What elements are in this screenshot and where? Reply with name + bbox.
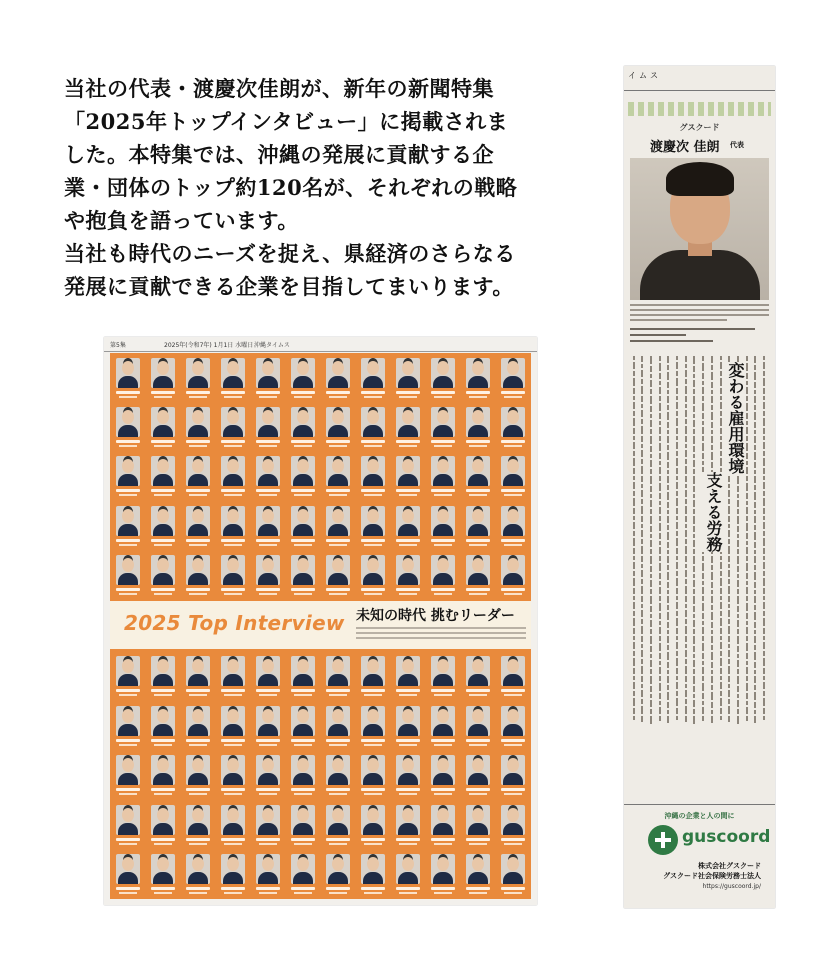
leader-portrait: [461, 501, 496, 550]
leader-portrait: [250, 501, 285, 550]
leader-portrait: [391, 651, 426, 701]
leader-portrait: [320, 402, 355, 451]
leader-portrait: [356, 451, 391, 500]
text-column: [752, 356, 759, 725]
leader-portrait: [285, 750, 320, 800]
leader-portrait: [320, 800, 355, 850]
leader-portrait: [110, 800, 145, 850]
leader-portrait: [250, 550, 285, 599]
leader-portrait: [250, 451, 285, 500]
leader-portrait: [285, 451, 320, 500]
leader-portrait: [496, 501, 531, 550]
leader-portrait: [110, 651, 145, 701]
leader-portrait: [356, 701, 391, 751]
leader-portrait: [250, 849, 285, 899]
leader-portrait: [426, 750, 461, 800]
leader-portrait: [145, 501, 180, 550]
leader-portrait: [320, 849, 355, 899]
leader-portrait: [145, 750, 180, 800]
leader-portrait: [356, 849, 391, 899]
leader-portrait: [215, 550, 250, 599]
leader-portrait: [285, 651, 320, 701]
leader-portrait: [215, 451, 250, 500]
leader-portrait: [461, 451, 496, 500]
announcement-line: 当社も時代のニーズを捉え、県経済のさらなる: [64, 241, 516, 266]
company-ad: [624, 804, 775, 908]
leader-portrait: [496, 550, 531, 599]
leader-portrait: [285, 501, 320, 550]
leader-portrait: [110, 550, 145, 599]
leader-portrait: [426, 501, 461, 550]
leader-portrait: [320, 651, 355, 701]
leader-portrait: [285, 800, 320, 850]
text-column: [691, 356, 698, 726]
leader-portrait: [461, 800, 496, 850]
leader-portrait: [215, 701, 250, 751]
leader-portrait: [461, 550, 496, 599]
leader-portrait: [285, 353, 320, 402]
leader-portrait: [391, 800, 426, 850]
leader-portrait: [461, 750, 496, 800]
leader-portrait: [320, 451, 355, 500]
leader-portrait: [391, 353, 426, 402]
newspaper-feature-page: [104, 337, 537, 905]
leader-portrait: [145, 402, 180, 451]
leader-portrait: [356, 750, 391, 800]
leader-portrait: [180, 353, 215, 402]
leader-portrait: [496, 750, 531, 800]
leader-portrait: [356, 651, 391, 701]
leader-portrait: [180, 501, 215, 550]
leader-portrait: [180, 651, 215, 701]
newspaper-header: [104, 337, 537, 352]
announcement-text: [64, 72, 584, 303]
leader-portrait: [391, 451, 426, 500]
leader-portrait: [391, 550, 426, 599]
leader-portrait: [145, 451, 180, 500]
leader-portrait: [215, 402, 250, 451]
leader-portrait: [285, 849, 320, 899]
leader-portrait: [391, 849, 426, 899]
leader-portrait: [180, 402, 215, 451]
leader-portrait: [180, 849, 215, 899]
text-column: [682, 356, 689, 724]
leader-portrait: [180, 800, 215, 850]
logo-icon: [648, 825, 678, 855]
leader-portrait: [285, 701, 320, 751]
leader-portrait: [391, 701, 426, 751]
leader-portrait: [145, 353, 180, 402]
photo-caption: [630, 304, 769, 324]
footer-url: https://guscoord.jp/: [702, 883, 761, 890]
leader-portrait: [180, 750, 215, 800]
leader-portrait: [496, 451, 531, 500]
announcement-line: 当社の代表・渡慶次佳朗が、新年の新聞特集: [64, 76, 494, 101]
leader-portrait: [250, 701, 285, 751]
announcement-line: 業・団体のトップ約120名が、それぞれの戦略: [64, 175, 518, 200]
leader-portrait: [426, 550, 461, 599]
leader-portrait: [461, 353, 496, 402]
portrait-grid-bottom: [110, 651, 531, 899]
leader-portrait: [110, 501, 145, 550]
portrait-grid-top: [110, 353, 531, 599]
leader-portrait: [496, 701, 531, 751]
leader-portrait: [496, 353, 531, 402]
announcement-line: や抱負を語っています。: [64, 208, 299, 233]
ad-tagline: 沖縄の企業と人の間に: [664, 812, 735, 820]
leader-portrait: [145, 550, 180, 599]
leader-portrait: [250, 750, 285, 800]
clipping-header: [624, 66, 775, 91]
feature-banner: [110, 599, 531, 651]
leader-portrait: [320, 353, 355, 402]
portrait-photo: [630, 158, 769, 300]
leader-portrait: [496, 849, 531, 899]
leader-portrait: [356, 402, 391, 451]
leader-portrait: [356, 501, 391, 550]
leader-portrait: [285, 550, 320, 599]
text-column: [647, 356, 654, 726]
leader-portrait: [320, 501, 355, 550]
leader-portrait: [496, 800, 531, 850]
leader-portrait: [250, 651, 285, 701]
footer-company: 株式会社グスクード: [698, 861, 761, 870]
leader-portrait: [110, 849, 145, 899]
leader-portrait: [180, 550, 215, 599]
leader-portrait: [215, 750, 250, 800]
leader-portrait: [320, 750, 355, 800]
issue-date: 2025年(令和7年) 1月1日 水曜日: [164, 342, 254, 349]
banner-body-text: [356, 627, 526, 642]
banner-title: 2025 Top Interview: [124, 611, 345, 635]
leader-portrait: [110, 750, 145, 800]
announcement-line: 「2025年トップインタビュー」に掲載されま: [64, 109, 509, 134]
leader-portrait: [356, 353, 391, 402]
person-name: 渡慶次 佳朗: [650, 140, 720, 155]
clipping-paper-name: イムス: [628, 71, 661, 80]
leader-portrait: [461, 701, 496, 751]
leader-portrait: [145, 800, 180, 850]
text-column: [656, 356, 663, 723]
leader-portrait: [356, 800, 391, 850]
leader-portrait: [250, 402, 285, 451]
leader-portrait: [391, 501, 426, 550]
leader-portrait: [180, 451, 215, 500]
text-column: [674, 356, 681, 722]
leader-portrait: [320, 550, 355, 599]
text-column: [630, 356, 637, 722]
leader-portrait: [426, 800, 461, 850]
leader-portrait: [110, 402, 145, 451]
leader-portrait: [110, 701, 145, 751]
leader-portrait: [145, 651, 180, 701]
decorative-ribbon: [628, 102, 771, 116]
leader-portrait: [145, 701, 180, 751]
leader-portrait: [356, 550, 391, 599]
article-headline: 変わる雇用環境: [726, 362, 745, 474]
leader-portrait: [426, 849, 461, 899]
leader-portrait: [461, 402, 496, 451]
leader-portrait: [215, 353, 250, 402]
leader-portrait: [391, 750, 426, 800]
leader-portrait: [461, 849, 496, 899]
logo-wordmark: guscoord: [682, 827, 771, 847]
leader-portrait: [391, 402, 426, 451]
person-role: 代表: [730, 141, 744, 149]
leader-portrait: [215, 800, 250, 850]
leader-portrait: [426, 451, 461, 500]
text-column: [761, 356, 768, 722]
leader-portrait: [110, 353, 145, 402]
leader-portrait: [496, 402, 531, 451]
article-body: [630, 356, 769, 836]
leader-portrait: [426, 402, 461, 451]
text-column: [665, 356, 672, 725]
clipping-company: グスクード: [679, 123, 720, 132]
announcement-line: した。本特集では、沖縄の発展に貢献する企: [64, 142, 494, 167]
leader-portrait: [285, 402, 320, 451]
leader-portrait: [426, 651, 461, 701]
leader-portrait: [426, 353, 461, 402]
leader-portrait: [320, 701, 355, 751]
article-headline-2: 支える労務: [704, 472, 723, 552]
bullet-list: [630, 328, 769, 346]
leader-portrait: [215, 849, 250, 899]
leader-portrait: [215, 501, 250, 550]
paper-name: 沖縄タイムス: [254, 342, 290, 349]
leader-portrait: [426, 701, 461, 751]
text-column: [639, 356, 646, 724]
leader-portrait: [250, 353, 285, 402]
page-label: 第5集: [110, 342, 126, 349]
banner-subtitle: 未知の時代 挑むリーダー: [356, 608, 515, 624]
leader-portrait: [110, 451, 145, 500]
leader-portrait: [215, 651, 250, 701]
leader-portrait: [250, 800, 285, 850]
newspaper-clipping: [624, 66, 775, 908]
announcement-line: 発展に貢献できる企業を目指してまいります。: [64, 274, 514, 299]
leader-portrait: [461, 651, 496, 701]
leader-portrait: [496, 651, 531, 701]
footer-firm: グスクード社会保険労務士法人: [663, 871, 761, 880]
leader-portrait: [180, 701, 215, 751]
leader-portrait: [145, 849, 180, 899]
